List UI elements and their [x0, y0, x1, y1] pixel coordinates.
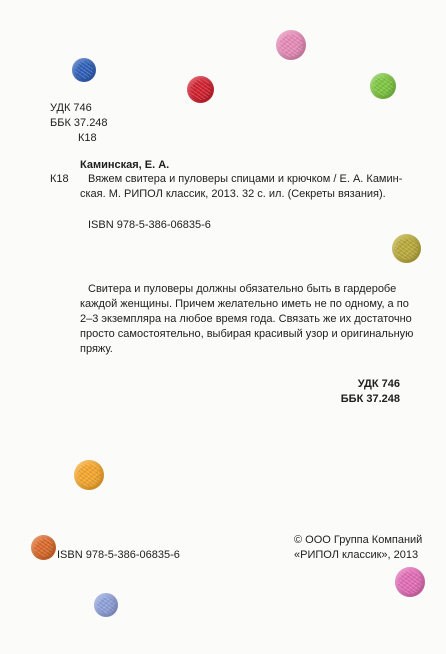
annotation-line4: просто самостоятельно, выбирая красивый узор и оригинальную: [80, 328, 414, 340]
annotation-line1: Свитера и пуловеры должны обязательно быть в гардеробе: [88, 283, 397, 295]
footer-copyright-line2: «РИПОЛ классик», 2013: [294, 549, 419, 561]
annotation-line3: 2–3 экземпляра на любое время года. Связать же их достаточно: [80, 313, 412, 325]
bib-code: К18: [50, 173, 69, 185]
catalog-udk: УДК 746: [50, 102, 92, 114]
yarn-ball-orange-icon: [74, 460, 104, 490]
yarn-ball-magenta-icon: [395, 567, 425, 597]
bib-isbn: ISBN 978-5-386-06835-6: [88, 219, 211, 231]
yarn-ball-lavender-icon: [94, 593, 118, 617]
yarn-ball-pink-icon: [276, 30, 306, 60]
annotation-line5: пряжу.: [80, 343, 113, 355]
yarn-ball-lime-icon: [370, 73, 396, 99]
annotation-line2: каждой женщины. Причем желательно иметь не по одному, а по: [80, 298, 409, 310]
bib-title-line1: Вяжем свитера и пуловеры спицами и крючком / Е. А. Камин-: [88, 173, 403, 185]
bold-catalog-udk: УДК 746: [357, 378, 400, 390]
catalog-bbk: ББК 37.248: [50, 117, 108, 129]
catalog-author-code: К18: [78, 132, 97, 144]
footer-copyright-line1: © ООО Группа Компаний: [294, 534, 423, 546]
yarn-ball-red-icon: [187, 76, 214, 103]
yarn-ball-rust-icon: [31, 535, 56, 560]
yarn-ball-olive-icon: [392, 234, 421, 263]
bold-catalog-bbk: ББК 37.248: [340, 393, 400, 405]
footer-isbn: ISBN 978-5-386-06835-6: [57, 549, 180, 561]
bib-title-line2: ская. М. РИПОЛ классик, 2013. 32 с. ил. (Секреты вязания).: [80, 188, 386, 200]
yarn-ball-blue-icon: [72, 58, 96, 82]
bib-author: Каминская, Е. А.: [80, 159, 170, 171]
